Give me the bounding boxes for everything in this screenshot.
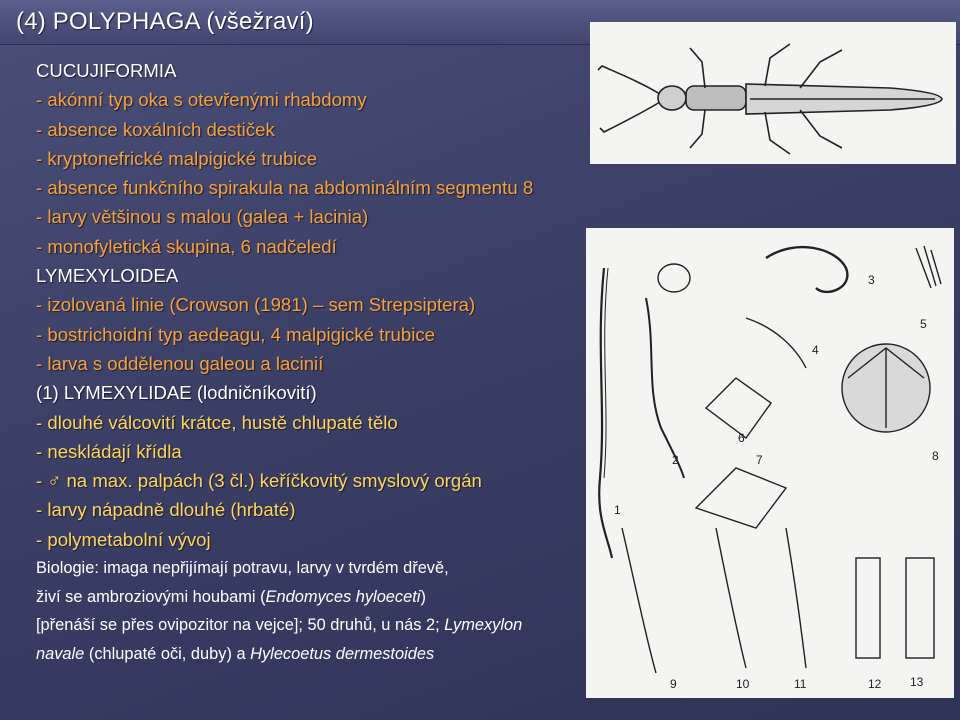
- bio-species: Hylecoetus dermestoides: [250, 644, 435, 663]
- biology-line-3: [36, 611, 616, 640]
- figure-label-2: 2: [672, 453, 679, 467]
- figure-label-8: 8: [932, 449, 939, 463]
- figure-label-11: 11: [794, 677, 807, 691]
- text-line: - monofyletická skupina, 6 nadčeledí: [36, 235, 337, 257]
- text-line: - larvy většinou s malou (galea + lacinia): [36, 206, 369, 228]
- bio-species: navale: [36, 644, 85, 663]
- biology-line-4: [36, 640, 616, 669]
- figure-label-6: 6: [738, 431, 745, 445]
- text-line: - dlouhé válcovití krátce, hustě chlupaté tělo: [36, 411, 398, 433]
- bio-genus: Lymexylon: [444, 616, 523, 635]
- biology-line-1: Biologie: imaga nepřijímají potravu, larvy v tvrdém dřevě,: [36, 559, 449, 578]
- text-line: - izolovaná linie (Crowson (1981) – sem Strepsiptera): [36, 294, 476, 316]
- text-line: - kryptonefrické malpigické trubice: [36, 147, 318, 169]
- text-line: - bostrichoidní typ aedeagu, 4 malpigické trubice: [36, 323, 435, 345]
- slide-title: (4) POLYPHAGA (všežraví): [16, 8, 314, 35]
- text-line: CUCUJIFORMIA: [36, 60, 177, 81]
- text-line: LYMEXYLOIDEA: [36, 265, 179, 287]
- slide-text: [36, 56, 616, 668]
- text-line: - absence koxálních destiček: [36, 118, 275, 140]
- figure-label-9: 9: [670, 677, 677, 691]
- beetle-illustration: [590, 22, 956, 164]
- beetle-drawing: [590, 22, 956, 164]
- bio-text: ): [420, 587, 426, 606]
- morphology-plate: [586, 228, 954, 698]
- figure-label-1: 1: [614, 503, 621, 517]
- text-line: - larva s oddělenou galeou a lacinií: [36, 352, 324, 374]
- figure-label-12: 12: [868, 677, 882, 691]
- text-line: - akónní typ oka s otevřenými rhabdomy: [36, 89, 367, 111]
- morphology-drawing: [586, 228, 954, 698]
- bio-species: Endomyces hyloeceti: [265, 587, 421, 606]
- text-line: - ♂ na max. palpách (3 čl.) keříčkovitý smyslový orgán: [36, 470, 482, 492]
- figure-label-7: 7: [756, 453, 763, 467]
- figure-label-4: 4: [812, 343, 819, 357]
- figure-label-13: 13: [910, 675, 924, 689]
- bio-text: živí se ambroziovými houbami (: [36, 587, 266, 606]
- figure-label-10: 10: [736, 677, 750, 691]
- bio-text: (chlupaté oči, duby) a: [84, 644, 251, 663]
- text-line: - neskládají křídla: [36, 440, 182, 462]
- biology-line-2: [36, 583, 616, 612]
- text-line: (1) LYMEXYLIDAE (lodničníkovití): [36, 382, 317, 404]
- figure-label-5: 5: [920, 317, 927, 331]
- figure-label-3: 3: [868, 273, 875, 287]
- text-line: - absence funkčního spirakula na abdominálním segmentu 8: [36, 177, 534, 199]
- text-line: - polymetabolní vývoj: [36, 528, 211, 550]
- text-line: - larvy nápadně dlouhé (hrbaté): [36, 499, 296, 521]
- bio-text: [přenáší se přes ovipozitor na vejce]; 50 druhů, u nás 2;: [36, 616, 445, 635]
